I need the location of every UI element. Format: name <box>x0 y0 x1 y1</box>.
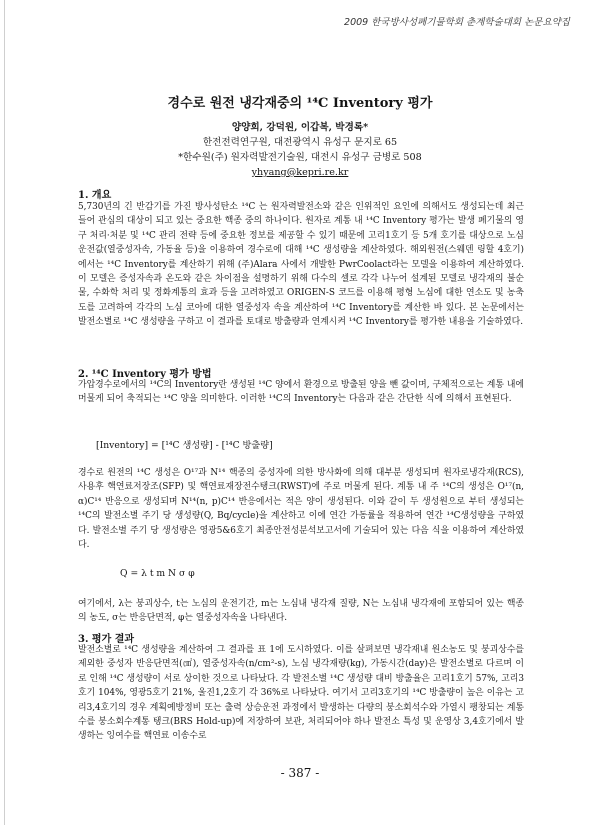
affiliation-2: *한수원(주) 원자력발전기술원, 대전시 유성구 금병로 508 <box>178 152 422 163</box>
paragraph-method-symbols: 여기에서, λ는 붕괴상수, t는 노심의 운전기간, m는 노심내 냉각재 질량, N는 노심내 냉각재에 포함되어 있는 핵종의 농도, σ는 반응단면적, φ는 열중성자속을 나타낸다. <box>78 599 524 624</box>
equation-production: Q = λ t m N σ φ <box>120 568 195 579</box>
equation-inventory: [Inventory] = [¹⁴C 생성량] - [¹⁴C 방출량] <box>96 440 273 451</box>
paper-title: 경수로 원전 냉각재중의 ¹⁴C Inventory 평가 <box>167 96 433 111</box>
paragraph-overview: 5,730년의 긴 반감기를 가진 방사성탄소 ¹⁴C 는 원자력발전소와 같은 인위적인 요인에 의해서도 생성되는데 최근 들어 관심의 대상이 되고 있는 중요한 핵종 중의 하나이다. 원자로 계통 내 ¹⁴C Inventory 평가는 발생 폐기물의 영구 처리·처분 및 ¹⁴C 관리 전략 등에 중요한 정보를 제공할 수 있기 때문에 고리1호기 등 5개 호기를 대상으로 노심 운전값(열중성자속, 가동율 등)을 이용하여 경수로에 대해 ¹⁴C 생성량을 계산하였다. 해외원전(스웨덴 링할 4호기)에서는 ¹⁴C Inventory를 계산하기 위해 (주)Alara 사에서 개발한 PwrCoolact라는 모델을 이용하여 계산하였다. 이 모델은 증성자속과 온도와 같은 차이점을 설명하기 위해 다수의 셀로 각각 나누어 설계된 모델로 냉각재의 불순물, 수화학 처리 및 정화계통의 효과 등을 고려하였고 ORIGEN-S 코드를 이용해 평형 노심에 대한 연소도 및 농축도를 고려하여 각각의 노심 코아에 대한 열중성자 속을 계산하여 ¹⁴C Inventory를 계산한 바 있다. 본 논문에서는 발전소별로 ¹⁴C 생성량을 구하고 이 결과를 토대로 방출량과 연계시켜 ¹⁴C Inventory를 평가한 내용을 기술하였다. <box>78 202 524 328</box>
section-heading-overview: 1. 개요 <box>78 190 112 201</box>
paragraph-method-intro: 가압경수로에서의 ¹⁴C의 Inventory란 생성된 ¹⁴C 양에서 환경으로 방출된 양을 뺀 값이며, 구체적으로는 계통 내에 머물게 되어 축적되는 ¹⁴C 양을 의미한다. 이러한 ¹⁴C의 Inventory는 다음과 같은 간단한 식에 의해서 표현된다. <box>78 380 524 405</box>
paragraph-method-generation: 경수로 원전의 ¹⁴C 생성은 O¹⁷과 N¹⁴ 핵종의 중성자에 의한 방사화에 의해 대부분 생성되며 원자로냉각재(RCS), 사용후 핵연료저장조(SFP) 및 핵연료재장전수탱크(RWST)에 주로 머물게 된다. 계통 내 주 ¹⁴C의 생성은 O¹⁷(n, α)C¹⁴ 반응으로 생성되며 N¹⁴(n, p)C¹⁴ 반응에서는 적은 양이 생성된다. 이와 같이 두 생성원으로 부터 생성되는 ¹⁴C의 발전소별 주기 당 생성량(Q, Bq/cycle)을 계산하고 이에 연간 가동률을 적용하여 연간 ¹⁴C생성량을 구하였다. 발전소별 주기 당 생성량은 영광5&6호기 최종안전성분석보고서에 기술되어 있는 다음 식을 이용하여 계산하였다. <box>78 468 524 551</box>
author-names: 양양희, 강덕원, 이갑복, 박경록* <box>231 122 369 133</box>
running-head: 2009 한국방사성폐기물학회 춘계학술대회 논문요약집 <box>344 17 570 28</box>
paragraph-results: 발전소별로 ¹⁴C 생성량을 계산하여 그 결과를 표 1에 도시하였다. 이를 살펴보면 냉각재내 원소농도 및 붕괴상수를 제외한 중성자 반응단면적(㎠), 열중성자속(n/cm²-s), 노심 냉각재량(kg), 가동시간(day)은 발전소별로 다르며 이로 인해 ¹⁴C 생성량이 서로 상이한 것으로 나타났다. 각 발전소별 ¹⁴C 생성량 대비 방출율은 고리1호기 57%, 고리3호기 104%, 영광5호기 21%, 울진1,2호기 각 36%로 나타났다. 여기서 고리3호기의 ¹⁴C 방출량이 높은 이유는 고리3,4호기의 경우 계획예방정비 또는 출력 상승운전 과정에서 발생하는 다량의 붕소회석수와 가열시 팽창되는 계통수를 붕소회수계통 탱크(BRS Hold-up)에 저장하여 보관, 처리되어야 하나 발전소 특성 및 운영상 3,4호기에서 발생하는 잉여수를 핵연료 이송수로 <box>78 645 524 742</box>
section-heading-results: 3. 평가 결과 <box>78 634 135 645</box>
section-heading-method: 2. ¹⁴C Inventory 평가 방법 <box>78 369 212 380</box>
page-number: - 387 - <box>280 766 320 780</box>
author-block <box>0 120 600 180</box>
author-email[interactable]: yhyang@kepri.re.kr <box>251 167 349 178</box>
affiliation-1: 한전전력연구원, 대전광역시 유성구 문지로 65 <box>202 137 398 148</box>
